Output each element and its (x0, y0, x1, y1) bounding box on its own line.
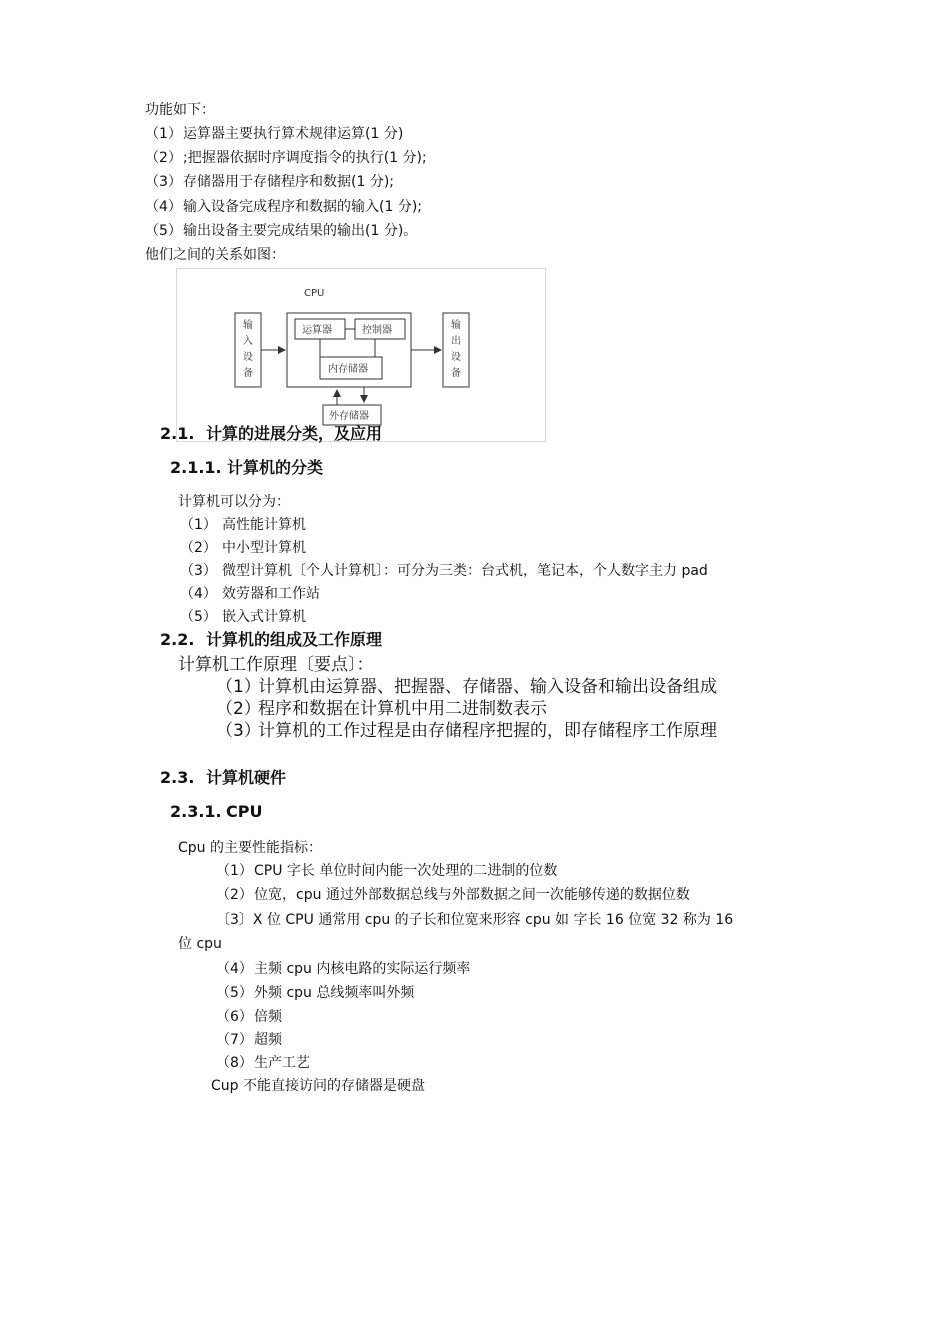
heading-number: 2.2. (160, 630, 195, 649)
subsection-heading-2-3-1 (170, 801, 262, 823)
heading-text: 计算机硬件 (206, 768, 287, 787)
list-text: 运算器主要执行算术规律运算(1 分) (183, 126, 404, 142)
list-number: （1） (216, 863, 253, 879)
list-text: 外频 cpu 总线频率叫外频 (254, 985, 415, 1001)
list-number: （5） (216, 985, 253, 1001)
list-number: （1） (216, 677, 261, 697)
list-text: 倍频 (254, 1009, 282, 1025)
list-number: （2） (145, 150, 182, 166)
intro-lead: 功能如下： (145, 102, 215, 118)
heading-number: 2.3. (160, 768, 195, 787)
principle-lead: 计算机工作原理〔要点〕： (178, 655, 374, 675)
section-heading-2-2 (160, 629, 382, 651)
list-number: （3） (216, 721, 261, 741)
input-char: 入 (243, 336, 253, 347)
heading-number: 2.1.1. (170, 458, 222, 477)
list-item (216, 1007, 282, 1027)
list-number: （4） (216, 961, 253, 977)
list-item (180, 561, 708, 581)
list-text: 输出设备主要完成结果的输出(1 分)。 (183, 223, 418, 239)
computer-structure-diagram (176, 268, 546, 442)
list-item (180, 584, 320, 604)
list-item (216, 861, 557, 881)
list-text: 效劳器和工作站 (222, 586, 320, 602)
list-item-3-line-2: 位 cpu (178, 936, 222, 952)
list-item (145, 221, 417, 241)
list-number: （5） (180, 609, 217, 625)
list-item (180, 515, 306, 535)
list-text: 生产工艺 (254, 1055, 310, 1071)
output-char: 输 (451, 320, 461, 331)
external-storage-label: 外存储器 (329, 411, 369, 422)
list-text: ;把握器依据时序调度指令的执行(1 分); (183, 150, 427, 166)
list-text: 高性能计算机 (222, 517, 306, 533)
list-number: （8） (216, 1055, 253, 1071)
list-text: 主频 cpu 内核电路的实际运行频率 (254, 961, 471, 977)
list-number: （3） (145, 174, 182, 190)
input-char: 设 (243, 352, 253, 363)
list-item (145, 197, 422, 217)
list-item (216, 959, 470, 979)
subsection-heading-2-1-1 (170, 457, 323, 479)
list-item (145, 148, 427, 168)
input-char: 备 (243, 368, 253, 379)
heading-number: 2.3.1. (170, 802, 222, 821)
list-text: 计算机由运算器、把握器、存储器、输入设备和输出设备组成 (258, 677, 717, 697)
heading-text: 计算的进展分类，及应用 (206, 424, 383, 443)
list-text: 程序和数据在计算机中用二进制数表示 (258, 699, 547, 719)
heading-text: 计算机的组成及工作原理 (206, 630, 383, 649)
list-item (180, 538, 306, 558)
list-number: （1） (180, 517, 217, 533)
list-number: （4） (145, 199, 182, 215)
classification-lead: 计算机可以分为： (178, 494, 290, 510)
list-item (216, 720, 717, 742)
cpu-label: CPU (304, 288, 325, 299)
list-item-3-line-1: 〔3〕X 位 CPU 通常用 cpu 的子长和位宽来形容 cpu 如 字长 16 位宽 32 称为 16 (216, 912, 734, 928)
list-text: 输入设备完成程序和数据的输入(1 分); (183, 199, 422, 215)
list-text: 计算机的工作过程是由存储程序把握的，即存储程序工作原理 (258, 721, 717, 741)
list-text: 位宽，cpu 通过外部数据总线与外部数据之间一次能够传递的数据位数 (254, 887, 690, 903)
list-text: 超频 (254, 1032, 282, 1048)
heading-text: 计算机的分类 (227, 458, 324, 477)
list-number: （6） (216, 1009, 253, 1025)
list-item (145, 172, 394, 192)
list-number: （7） (216, 1032, 253, 1048)
list-number: （2） (180, 540, 217, 556)
list-number: （1） (145, 126, 182, 142)
list-item (180, 607, 306, 627)
list-item (216, 1053, 310, 1073)
list-number: （4） (180, 586, 217, 602)
cpu-metrics-lead: Cpu 的主要性能指标： (178, 840, 322, 856)
list-number: （3） (180, 563, 217, 579)
heading-number: 2.1. (160, 424, 195, 443)
list-text: 存储器用于存储程序和数据(1 分); (183, 174, 394, 190)
heading-text: CPU (226, 802, 263, 821)
list-number: （2） (216, 699, 261, 719)
list-text: 微型计算机〔个人计算机〕：可分为三类：台式机，笔记本，个人数字主力 pad (222, 563, 708, 579)
list-item (216, 698, 547, 720)
list-number: （5） (145, 223, 182, 239)
input-char: 输 (243, 320, 253, 331)
section-heading-2-3 (160, 767, 286, 789)
storage-note: Cup 不能直接访问的存储器是硬盘 (211, 1078, 425, 1094)
controller-label: 控制器 (362, 325, 392, 336)
section-heading-2-1 (160, 423, 382, 445)
list-text: CPU 字长 单位时间内能一次处理的二进制的位数 (254, 863, 558, 879)
memory-label: 内存储器 (328, 364, 368, 375)
list-item (216, 885, 690, 905)
list-item (216, 1030, 282, 1050)
list-item (216, 676, 717, 698)
list-item (216, 983, 414, 1003)
list-text: 中小型计算机 (222, 540, 306, 556)
alu-label: 运算器 (302, 325, 332, 336)
output-char: 备 (451, 368, 461, 379)
output-char: 设 (451, 352, 461, 363)
list-item (145, 124, 403, 144)
output-char: 出 (451, 336, 461, 347)
relation-caption: 他们之间的关系如图： (145, 247, 285, 263)
list-number: （2） (216, 887, 253, 903)
list-text: 嵌入式计算机 (222, 609, 306, 625)
